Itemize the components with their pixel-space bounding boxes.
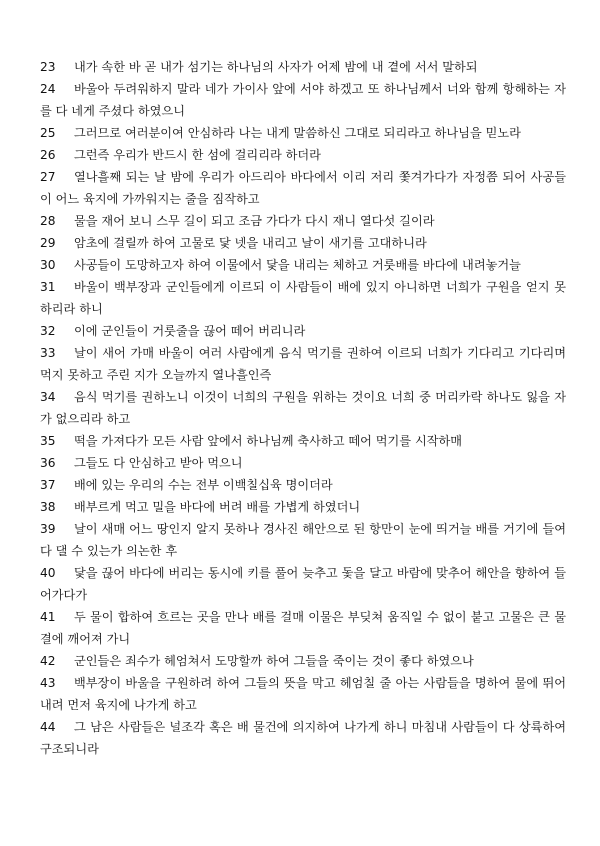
verse-number: 42 (40, 654, 56, 668)
verse-list (40, 56, 566, 760)
verse-38 (40, 496, 566, 518)
verse-text: 그러므로 여러분이여 안심하라 나는 내게 말씀하신 그대로 되리라고 하나님을 믿노라 (74, 126, 521, 140)
verse-number: 31 (40, 280, 56, 294)
verse-text: 그런즉 우리가 반드시 한 섬에 걸리리라 하더라 (74, 148, 321, 162)
verse-30 (40, 254, 566, 276)
verse-number: 36 (40, 456, 56, 470)
verse-36 (40, 452, 566, 474)
verse-37 (40, 474, 566, 496)
verse-text: 군인들은 죄수가 헤엄쳐서 도망할까 하여 그들을 죽이는 것이 좋다 하였으나 (74, 654, 474, 668)
verse-number: 39 (40, 522, 56, 536)
verse-text: 암초에 걸릴까 하여 고물로 닻 넷을 내리고 날이 새기를 고대하니라 (74, 236, 427, 250)
verse-text: 두 물이 합하여 흐르는 곳을 만나 배를 걸매 이물은 부딪쳐 움직일 수 없이 붙고 고물은 큰 물결에 깨어져 가니 (40, 610, 566, 646)
verse-number: 34 (40, 390, 56, 404)
verse-35 (40, 430, 566, 452)
verse-text: 닻을 끊어 바다에 버리는 동시에 키를 풀어 늦추고 돛을 달고 바람에 맞추어 해안을 향하여 들어가다가 (40, 566, 566, 602)
verse-number: 43 (40, 676, 56, 690)
verse-number: 40 (40, 566, 56, 580)
verse-text: 이에 군인들이 거룻줄을 끊어 떼어 버리니라 (74, 324, 306, 338)
verse-23 (40, 56, 566, 78)
verse-text: 바울아 두려워하지 말라 네가 가이사 앞에 서야 하겠고 또 하나님께서 너와 함께 항해하는 자를 다 네게 주셨다 하였으니 (40, 82, 566, 118)
verse-number: 25 (40, 126, 56, 140)
verse-33 (40, 342, 566, 386)
verse-27 (40, 166, 566, 210)
verse-number: 44 (40, 720, 56, 734)
verse-number: 33 (40, 346, 56, 360)
verse-text: 떡을 가져다가 모든 사람 앞에서 하나님께 축사하고 떼어 먹기를 시작하매 (74, 434, 463, 448)
verse-number: 28 (40, 214, 56, 228)
verse-number: 29 (40, 236, 56, 250)
verse-39 (40, 518, 566, 562)
verse-34 (40, 386, 566, 430)
verse-31 (40, 276, 566, 320)
verse-25 (40, 122, 566, 144)
verse-text: 바울이 백부장과 군인들에게 이르되 이 사람들이 배에 있지 아니하면 너희가 구원을 얻지 못하리라 하니 (40, 280, 566, 316)
verse-text: 음식 먹기를 권하노니 이것이 너희의 구원을 위하는 것이요 너희 중 머리카락 하나도 잃을 자가 없으리라 하고 (40, 390, 566, 426)
verse-text: 백부장이 바울을 구원하려 하여 그들의 뜻을 막고 헤엄칠 줄 아는 사람들을 명하여 물에 뛰어내려 먼저 육지에 나가게 하고 (40, 676, 566, 712)
verse-number: 30 (40, 258, 56, 272)
verse-text: 내가 속한 바 곧 내가 섬기는 하나님의 사자가 어제 밤에 내 곁에 서서 말하되 (74, 60, 478, 74)
verse-24 (40, 78, 566, 122)
verse-40 (40, 562, 566, 606)
verse-29 (40, 232, 566, 254)
verse-text: 그 남은 사람들은 널조각 혹은 배 물건에 의지하여 나가게 하니 마침내 사람들이 다 상륙하여 구조되니라 (40, 720, 566, 756)
verse-number: 41 (40, 610, 56, 624)
verse-number: 32 (40, 324, 56, 338)
verse-number: 26 (40, 148, 56, 162)
verse-text: 배에 있는 우리의 수는 전부 이백칠십육 명이더라 (74, 478, 333, 492)
verse-32 (40, 320, 566, 342)
verse-text: 날이 새매 어느 땅인지 알지 못하나 경사진 해안으로 된 항만이 눈에 띄거늘 배를 거기에 들여다 댈 수 있는가 의논한 후 (40, 522, 566, 558)
verse-number: 24 (40, 82, 56, 96)
verse-44 (40, 716, 566, 760)
verse-number: 23 (40, 60, 56, 74)
verse-text: 물을 재어 보니 스무 길이 되고 조금 가다가 다시 재니 열다섯 길이라 (74, 214, 435, 228)
verse-text: 날이 새어 가매 바울이 여러 사람에게 음식 먹기를 권하여 이르되 너희가 기다리고 기다리며 먹지 못하고 주린 지가 오늘까지 열나흘인즉 (40, 346, 566, 382)
verse-43 (40, 672, 566, 716)
verse-number: 38 (40, 500, 56, 514)
verse-text: 사공들이 도망하고자 하여 이물에서 닻을 내리는 체하고 거룻배를 바다에 내려놓거늘 (74, 258, 521, 272)
verse-26 (40, 144, 566, 166)
verse-42 (40, 650, 566, 672)
verse-number: 37 (40, 478, 56, 492)
verse-number: 27 (40, 170, 56, 184)
verse-41 (40, 606, 566, 650)
verse-number: 35 (40, 434, 56, 448)
verse-text: 그들도 다 안심하고 받아 먹으니 (74, 456, 243, 470)
verse-text: 열나흘째 되는 날 밤에 우리가 아드리아 바다에서 이리 저리 쫓겨가다가 자정쯤 되어 사공들이 어느 육지에 가까워지는 줄을 짐작하고 (40, 170, 566, 206)
verse-text: 배부르게 먹고 밀을 바다에 버려 배를 가볍게 하였더니 (74, 500, 361, 514)
verse-28 (40, 210, 566, 232)
